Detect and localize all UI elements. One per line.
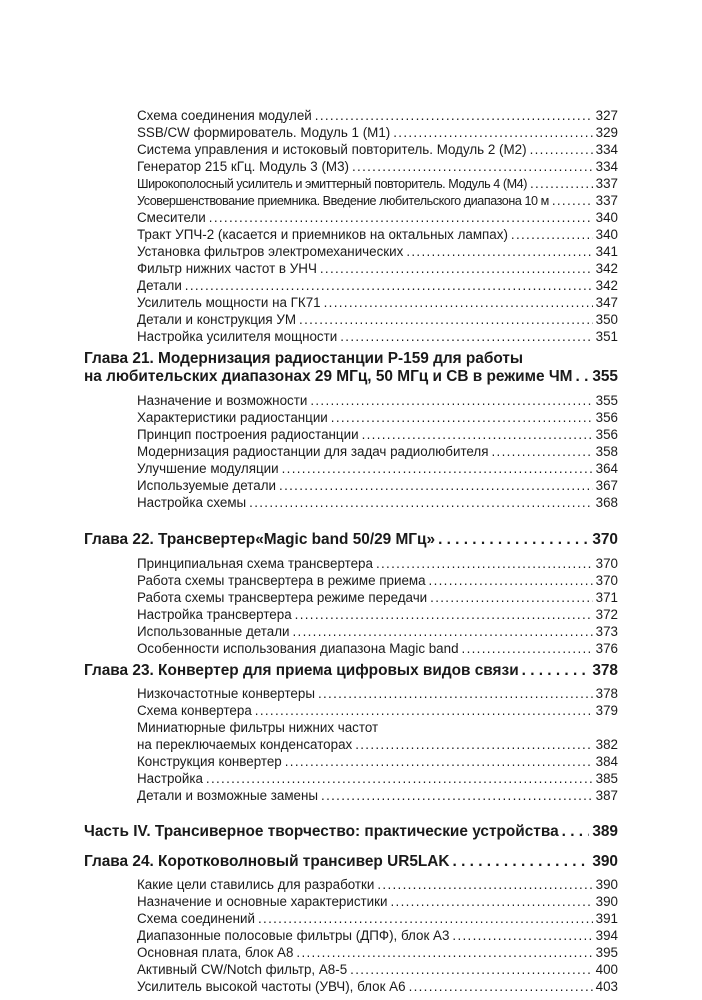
toc-entry-page: 358 <box>595 444 618 459</box>
chapter-21-heading[interactable] <box>84 367 618 386</box>
toc-entry-title: Принципиальная схема трансвертера <box>137 556 373 571</box>
chapter-22-heading[interactable] <box>84 530 618 549</box>
toc-entry-page: 391 <box>595 911 618 926</box>
toc-entry-page: 370 <box>595 573 618 588</box>
toc-entry-title: SSB/CW формирователь. Модуль 1 (М1) <box>137 125 391 140</box>
leader-dots <box>377 877 592 893</box>
toc-entry-page: 342 <box>595 278 618 293</box>
toc-entry[interactable] <box>137 928 618 944</box>
toc-entry[interactable] <box>137 556 618 572</box>
toc-entry-title: Усовершенствование приемника. Введение любительского диапазона 10 м <box>137 194 549 208</box>
toc-entry-title: Настройка трансвертера <box>137 607 292 622</box>
toc-entry[interactable] <box>137 461 618 477</box>
leader-dots <box>452 928 592 944</box>
toc-entry-page: 371 <box>595 590 618 605</box>
toc-entry[interactable] <box>137 737 618 753</box>
chapter-21-heading-line1[interactable]: Глава 21. Модернизация радиостанции Р-159 для работы <box>84 350 524 367</box>
leader-dots <box>530 142 593 158</box>
leader-dots <box>324 295 593 311</box>
toc-entry-page: 334 <box>595 159 618 174</box>
toc-entry[interactable] <box>137 444 618 460</box>
toc-entry[interactable] <box>137 590 618 606</box>
toc-entry[interactable] <box>137 176 618 192</box>
leader-dots <box>362 427 593 443</box>
toc-entry-title: Работа схемы трансвертера в режиме приема <box>137 573 426 588</box>
toc-entry[interactable] <box>137 278 618 294</box>
toc-entry-title: Настройка <box>137 771 203 786</box>
toc-chapter-page: 378 <box>592 662 618 679</box>
leader-dots <box>429 573 593 589</box>
toc-entry-title: Детали <box>137 278 182 293</box>
leader-dots <box>492 444 593 460</box>
toc-entry[interactable] <box>137 979 618 995</box>
toc-entry-title: Широкополосный усилитель и эмиттерный повторитель. Модуль 4 (М4) <box>137 177 527 191</box>
toc-entry-page: 368 <box>595 495 618 510</box>
leader-dots <box>350 962 592 978</box>
toc-chapter-title: на любительских диапазонах 29 МГц, 50 МГц и СВ в режиме ЧМ <box>84 368 573 385</box>
leader-dots <box>352 159 593 175</box>
leader-dots <box>296 945 592 961</box>
toc-entry-title: Усилитель мощности на ГК71 <box>137 295 321 310</box>
toc-entry[interactable] <box>137 108 618 124</box>
toc-entry-title: Назначение и возможности <box>137 393 308 408</box>
toc-entry-page: 356 <box>595 410 618 425</box>
toc-entry-title: Основная плата, блок А8 <box>137 945 294 960</box>
toc-entry-title: Диапазонные полосовые фильтры (ДПФ), блок А3 <box>137 928 450 943</box>
leader-dots <box>530 176 593 192</box>
toc-chapter-page: 390 <box>592 853 618 870</box>
toc-entry[interactable] <box>137 962 618 978</box>
toc-entry-title: Настройка схемы <box>137 495 247 510</box>
toc-entry-title: Низкочастотные конвертеры <box>137 686 315 701</box>
leader-dots <box>282 461 593 477</box>
leader-dots <box>331 410 593 426</box>
toc-entry-page: 337 <box>595 176 618 191</box>
leader-dots <box>462 641 593 657</box>
toc-part-title: Часть IV. Трансиверное творчество: практические устройства <box>84 823 559 840</box>
leader-dots <box>453 852 590 871</box>
leader-dots <box>355 737 592 753</box>
toc-entry-title: Усилитель высокой частоты (УВЧ), блок А6 <box>137 979 406 994</box>
toc-entry[interactable] <box>137 911 618 927</box>
toc-chapter-title: Глава 23. Конвертер для приема цифровых видов связи <box>84 662 519 679</box>
toc-entry[interactable] <box>137 295 618 311</box>
toc-entry-page: 340 <box>595 210 618 225</box>
leader-dots <box>409 979 593 995</box>
toc-entry-page: 350 <box>595 312 618 327</box>
toc-entry[interactable] <box>137 624 618 640</box>
toc-entry-title: Использованные детали <box>137 624 290 639</box>
toc-entry-title: Генератор 215 кГц. Модуль 3 (М3) <box>137 159 349 174</box>
toc-entry-title: Схема соединений <box>137 911 255 926</box>
toc-chapter-title: Глава 24. Коротковолновый трансивер UR5LAK <box>84 853 450 870</box>
toc-entry[interactable] <box>137 410 618 426</box>
leader-dots <box>438 530 589 549</box>
toc-entry-page: 327 <box>595 108 618 123</box>
toc-entry[interactable] <box>137 478 618 494</box>
toc-entry[interactable] <box>137 495 618 511</box>
toc-entry-title: Конструкция конвертер <box>137 754 282 769</box>
toc-entry[interactable] <box>137 894 618 910</box>
leader-dots <box>321 788 593 804</box>
toc-entry-page: 342 <box>595 261 618 276</box>
toc-entry-title: Модернизация радиостанции для задач радиолюбителя <box>137 444 489 459</box>
toc-entry-title: Схема конвертера <box>137 703 252 718</box>
leader-dots <box>185 278 593 294</box>
toc-entry-title: Система управления и истоковый повторитель. Модуль 2 (М2) <box>137 142 527 157</box>
toc-entry[interactable] <box>137 703 618 719</box>
leader-dots <box>320 261 593 277</box>
toc-entry-page: 351 <box>595 329 618 344</box>
toc-entry-page: 347 <box>595 295 618 310</box>
toc-entry-title: Назначение и основные характеристики <box>137 894 388 909</box>
leader-dots <box>206 771 593 787</box>
toc-chapter-title: Глава 22. Трансвертер«Magic band 50/29 МГц» <box>84 531 436 548</box>
toc-entry-page: 379 <box>595 703 618 718</box>
toc-entry-page: 340 <box>595 227 618 242</box>
toc-chapter-page: 355 <box>592 368 618 385</box>
toc-entry[interactable] <box>137 244 618 260</box>
toc-entry-page: 376 <box>595 641 618 656</box>
toc-entry-page: 390 <box>595 894 618 909</box>
toc-entry[interactable] <box>137 329 618 345</box>
toc-entry[interactable] <box>137 607 618 623</box>
leader-dots <box>279 478 593 494</box>
toc-entry[interactable] <box>137 427 618 443</box>
leader-dots <box>340 329 592 345</box>
toc-part-page: 389 <box>592 823 618 840</box>
leader-dots <box>406 244 592 260</box>
toc-entry-page: 367 <box>595 478 618 493</box>
toc-entry[interactable] <box>137 686 618 702</box>
leader-dots <box>576 367 590 386</box>
leader-dots <box>249 495 592 511</box>
toc-entry-title: Настройка усилителя мощности <box>137 329 338 344</box>
toc-entry[interactable] <box>137 210 618 226</box>
toc-entry-title: Какие цели ставились для разработки <box>137 877 375 892</box>
leader-dots <box>562 822 590 841</box>
chapter-23-heading[interactable] <box>84 661 618 680</box>
toc-entry-page: 403 <box>595 979 618 994</box>
toc-entry-page: 382 <box>595 737 618 752</box>
toc-entry-page: 395 <box>595 945 618 960</box>
chapter-24-heading[interactable] <box>84 852 618 871</box>
leader-dots <box>295 607 593 623</box>
toc-entry-title: Используемые детали <box>137 478 277 493</box>
toc-entry-page: 378 <box>595 686 618 701</box>
toc-entry-page: 394 <box>595 928 618 943</box>
toc-entry-title: Схема соединения модулей <box>137 108 312 123</box>
leader-dots <box>258 911 593 927</box>
toc-entry-title: Установка фильтров электромеханических <box>137 244 404 259</box>
toc-entry-page: 355 <box>595 393 618 408</box>
toc-entry[interactable] <box>137 771 618 787</box>
toc-entry[interactable] <box>137 945 618 961</box>
leader-dots <box>318 686 593 702</box>
toc-entry[interactable] <box>137 261 618 277</box>
toc-entry[interactable] <box>137 641 618 657</box>
leader-dots <box>511 227 593 243</box>
toc-entry-title: Смесители <box>137 210 206 225</box>
toc-entry-page: 384 <box>595 754 618 769</box>
toc-entry[interactable] <box>137 227 618 243</box>
toc-entry[interactable] <box>137 193 618 209</box>
toc-entry-page: 390 <box>595 877 618 892</box>
toc-entry-page: 373 <box>595 624 618 639</box>
toc-entry-page: 400 <box>595 962 618 977</box>
toc-entry[interactable] <box>137 573 618 589</box>
leader-dots <box>376 556 593 572</box>
toc-chapter-page: 370 <box>592 531 618 548</box>
toc-entry-multiline-line1[interactable]: Миниатюрные фильтры нижних частот <box>137 720 379 735</box>
toc-entry-title: Принцип построения радиостанции <box>137 427 359 442</box>
toc-entry-title: Детали и конструкция УМ <box>137 312 297 327</box>
part-4-heading[interactable] <box>84 822 618 841</box>
toc-entry[interactable] <box>137 754 618 770</box>
toc-entry-page: 385 <box>595 771 618 786</box>
toc-entry-page: 387 <box>595 788 618 803</box>
toc-entry[interactable] <box>137 125 618 141</box>
leader-dots <box>292 624 592 640</box>
toc-entry-page: 370 <box>595 556 618 571</box>
toc-entry-title: Тракт УПЧ-2 (касается и приемников на октальных лампах) <box>137 227 508 242</box>
leader-dots <box>393 125 592 141</box>
toc-entry-title: Активный CW/Notch фильтр, А8-5 <box>137 962 348 977</box>
leader-dots <box>299 312 593 328</box>
leader-dots <box>209 210 593 226</box>
toc-entry-title: Работа схемы трансвертера режиме передачи <box>137 590 428 605</box>
toc-entry-title: Детали и возможные замены <box>137 788 319 803</box>
toc-entry[interactable] <box>137 788 618 804</box>
toc-entry[interactable] <box>137 877 618 893</box>
leader-dots <box>391 894 593 910</box>
toc-entry-title: Особенности использования диапазона Magic band <box>137 641 459 656</box>
toc-entry-title: Улучшение модуляции <box>137 461 279 476</box>
toc-entry[interactable] <box>137 312 618 328</box>
leader-dots <box>430 590 593 606</box>
leader-dots <box>255 703 593 719</box>
toc-entry-title: Фильтр нижних частот в УНЧ <box>137 261 317 276</box>
toc-entry-title: на переключаемых конденсаторах <box>137 737 353 752</box>
leader-dots <box>552 193 593 209</box>
toc-entry[interactable] <box>137 159 618 175</box>
toc-entry-page: 372 <box>595 607 618 622</box>
leader-dots <box>310 393 592 409</box>
toc-entry[interactable] <box>137 393 618 409</box>
toc-entry-page: 337 <box>595 193 618 208</box>
leader-dots <box>315 108 593 124</box>
leader-dots <box>522 661 590 680</box>
toc-entry-page: 356 <box>595 427 618 442</box>
leader-dots <box>285 754 593 770</box>
toc-entry-page: 364 <box>595 461 618 476</box>
toc-entry-title: Характеристики радиостанции <box>137 410 328 425</box>
toc-entry-page: 334 <box>595 142 618 157</box>
toc-entry-page: 329 <box>595 125 618 140</box>
toc-entry-page: 341 <box>595 244 618 259</box>
toc-entry[interactable] <box>137 142 618 158</box>
